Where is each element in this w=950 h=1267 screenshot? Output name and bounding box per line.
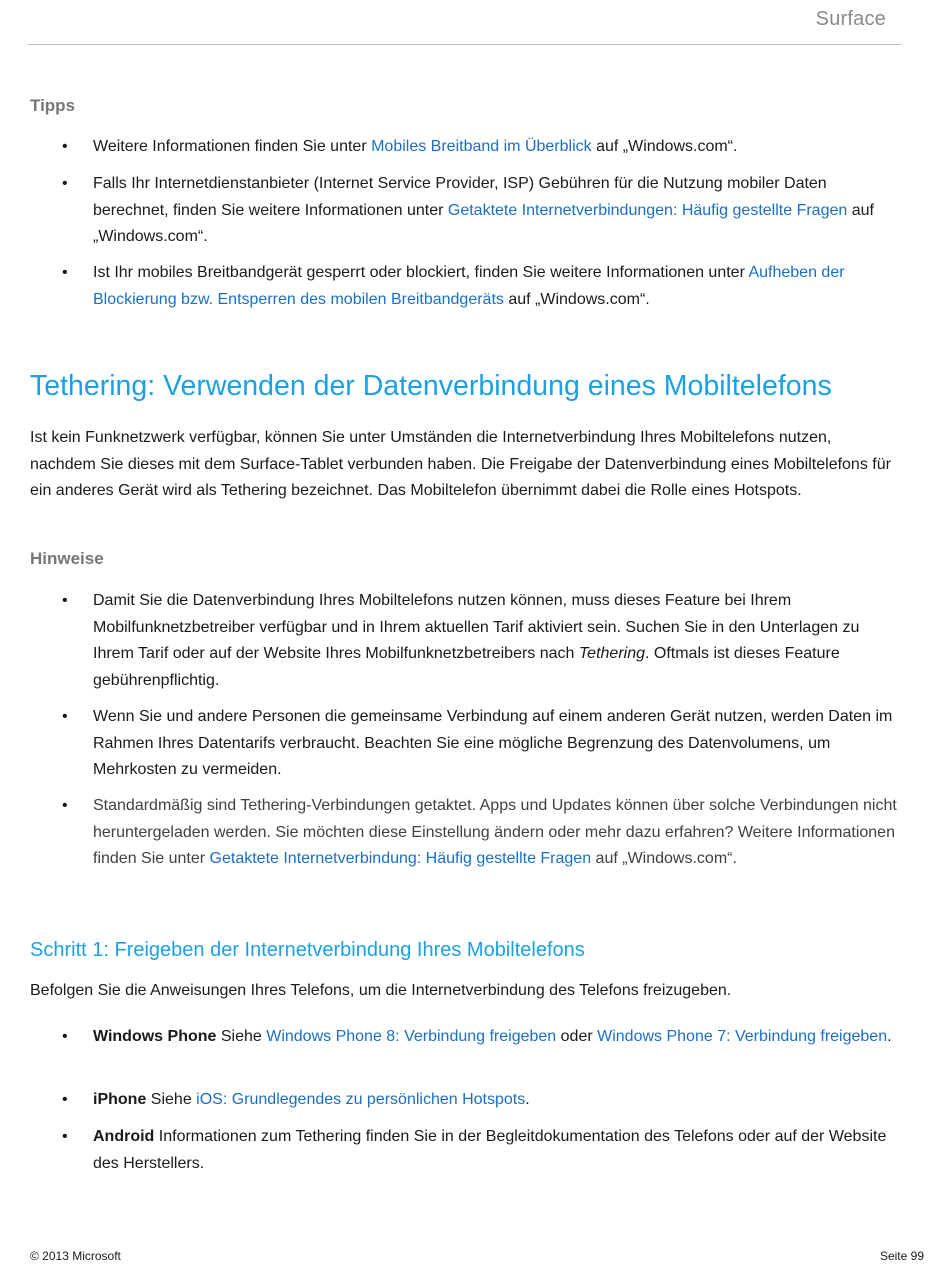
windows-phone-prefix: Siehe [216,1028,267,1045]
bullet-icon: • [62,138,68,155]
bullet-icon: • [62,1128,68,1145]
tipps-item-3-suffix: auf „Windows.com“. [503,290,650,308]
hinweise-item-1-suffix: . Oftmals ist dieses Feature gebührenpflichtig. [93,645,840,689]
tipps-heading: Tipps [30,96,76,115]
hinweise-heading: Hinweise [30,549,104,568]
header-divider [28,44,902,45]
windows-phone-item [93,1024,901,1051]
schritt1-heading: Schritt 1: Freigeben der Internetverbindung Ihres Mobiltelefons [30,939,585,961]
link-ios-hotspots[interactable]: iOS: Grundlegendes zu persönlichen Hotspots [196,1091,526,1108]
bullet-icon: • [62,175,68,192]
iphone-prefix: Siehe [146,1091,197,1108]
tipps-item-2 [93,171,901,251]
hinweise-item-1-text: Damit Sie die Datenverbindung Ihres Mobiltelefons nutzen können, muss dieses Feature bei Ihrem Mobilfunknetzbetreiber verfügbar und in Ihrem aktuellen Tarif aktiviert sein. Suchen Sie in den Unterlagen zu Ihrem Tarif oder auf der Website Ihres Mobilfunknetzbetreibers nach [93,592,860,662]
schritt1-intro: Befolgen Sie die Anweisungen Ihres Telefons, um die Internetverbindung des Telefons freizugeben. [30,982,732,999]
tipps-item-1-text: Weitere Informationen finden Sie unter [93,138,372,155]
android-text: Informationen zum Tethering finden Sie in der Begleitdokumentation des Telefons oder auf der Website des Herstellers. [93,1128,887,1172]
tipps-item-3-text: Ist Ihr mobiles Breitbandgerät gesperrt oder blockiert, finden Sie weitere Informationen unter [93,264,749,281]
android-item [93,1124,901,1177]
link-entsperren-breitbandgeraet[interactable]: Aufheben der Blockierung bzw. Entsperren des mobilen Breitbandgeräts [93,264,845,308]
iphone-item [93,1087,901,1114]
hinweise-item-3-suffix: auf „Windows.com“. [591,850,737,867]
tipps-item-1-suffix: auf „Windows.com“. [591,138,738,155]
link-getaktete-internetverbindung-faq[interactable]: Getaktete Internetverbindung: Häufig gestellte Fragen [209,850,592,867]
windows-phone-connector: oder [556,1028,598,1045]
windows-phone-label: Windows Phone [93,1028,217,1045]
iphone-suffix: . [525,1091,530,1108]
hinweise-item-2: Wenn Sie und andere Personen die gemeinsame Verbindung auf einem anderen Gerät nutzen, werden Daten im Rahmen Ihres Datentarifs verbraucht. Beachten Sie eine mögliche Begrenzung des Datenvolumens, um Mehrkosten zu vermeiden. [93,708,893,778]
link-mobiles-breitband[interactable]: Mobiles Breitband im Überblick [371,138,592,155]
brand-logo-text: Surface [815,8,886,30]
hinweise-item-3-text: Standardmäßig sind Tethering-Verbindungen getaktet. Apps und Updates können über solche Verbindungen nicht heruntergeladen werden. Sie möchten diese Einstellung ändern oder mehr dazu erfahren? Weitere Informationen finden Sie unter [93,797,897,867]
windows-phone-suffix: . [887,1028,892,1045]
link-windows-phone-7[interactable]: Windows Phone 7: Verbindung freigeben [597,1028,888,1045]
footer-copyright: © 2013 Microsoft [30,1249,121,1263]
hinweise-item-1 [93,588,901,694]
tipps-item-3 [93,260,901,313]
link-windows-phone-8[interactable]: Windows Phone 8: Verbindung freigeben [266,1028,557,1045]
tipps-item-2-suffix: auf „Windows.com“. [93,201,874,245]
tipps-item-1 [93,134,901,161]
bullet-icon: • [62,1091,68,1108]
bullet-icon: • [62,797,68,814]
android-label: Android [93,1128,155,1145]
link-getaktete-internetverbindungen[interactable]: Getaktete Internetverbindungen: Häufig gestellte Fragen [447,201,848,219]
bullet-icon: • [62,592,68,609]
iphone-label: iPhone [93,1091,147,1108]
tethering-intro: Ist kein Funknetzwerk verfügbar, können Sie unter Umständen die Internetverbindung Ihres Mobiltelefons nutzen, nachdem Sie dieses mit dem Surface-Tablet verbunden haben. Die Freigabe der Datenverbindung eines Mobiltelefons für ein anderes Gerät wird als Tethering bezeichnet. Das Mobiltelefon übernimmt dabei die Rolle eines Hotspots. [30,429,891,499]
tethering-heading: Tethering: Verwenden der Datenverbindung eines Mobiltelefons [30,370,832,402]
bullet-icon: • [62,264,68,281]
tethering-term: Tethering [578,645,645,662]
hinweise-item-3 [93,793,901,873]
tipps-item-2-text: Falls Ihr Internetdienstanbieter (Internet Service Provider, ISP) Gebühren für die Nutzung mobiler Daten berechnet, finden Sie weitere Informationen unter [93,175,827,219]
bullet-icon: • [62,708,68,725]
footer-page-number: Seite 99 [879,1249,924,1263]
bullet-icon: • [62,1028,68,1045]
